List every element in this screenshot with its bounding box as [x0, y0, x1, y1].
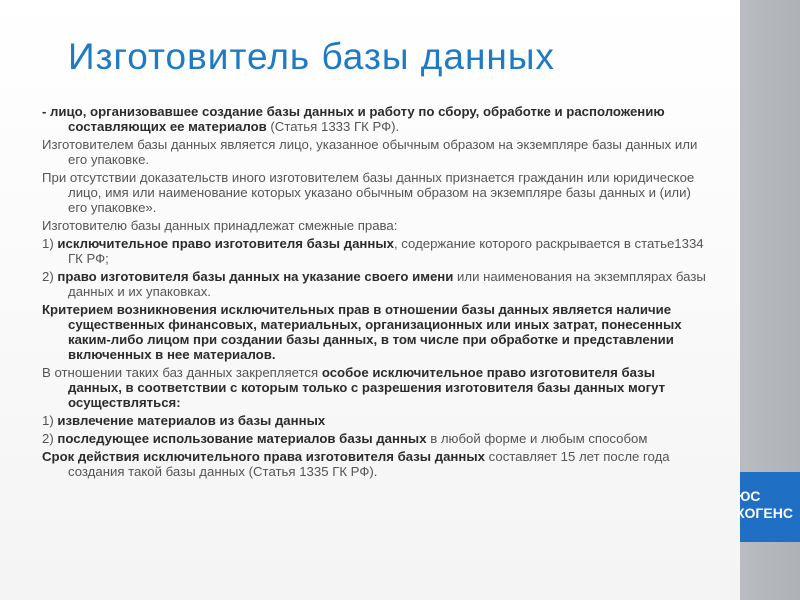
list-number: 1)	[42, 236, 58, 251]
paragraph-related-rights: Изготовителю базы данных принадлежат смежные права:	[42, 218, 398, 233]
list-item-bold: извлечение материалов из базы данных	[57, 413, 326, 428]
paragraph-term	[42, 449, 712, 479]
list-number: 2)	[42, 269, 58, 284]
list-item-exclusive-right	[42, 236, 712, 266]
list-number: 2)	[42, 431, 58, 446]
definition-bold: - лицо, организовавшее создание базы данных и работу по сбору, обработке и расположению составляющих ее материалов	[42, 104, 665, 134]
special-right-text: В отношении таких баз данных закрепляется	[42, 365, 322, 380]
criterion-bold: Критерием возникновения исключительных прав в отношении базы данных является наличие существенных финансовых, материальных, организационных или иных затрат, понесенных каким-либо лицом при создании базы данных, в том числе при обработке и представлении включенных в нее материалов.	[42, 302, 682, 362]
special-right-bold: особое исключительное право изготовителя базы данных, в соответствии с которым только с разрешения изготовителя базы данных могут осуществляться:	[68, 365, 666, 410]
paragraph-criterion	[42, 302, 712, 362]
term-text: составляет 15 лет после года создания такой базы данных (Статья 1335 ГК РФ).	[68, 449, 670, 479]
paragraph-definition	[42, 104, 712, 134]
definition-reference: (Статья 1333 ГК РФ).	[266, 119, 400, 134]
list-number: 1)	[42, 413, 58, 428]
logo-line-2: КОГЕНС	[736, 505, 793, 521]
list-item-bold: право изготовителя базы данных на указание своего имени	[57, 269, 454, 284]
slide-title: Изготовитель базы данных	[68, 36, 555, 77]
list-item-subsequent-use	[42, 431, 712, 446]
term-bold: Срок действия исключительного права изготовителя базы данных	[42, 449, 485, 464]
logo-line-1: ЮС	[736, 488, 761, 504]
list-item-bold: последующее использование материалов базы данных	[57, 431, 427, 446]
paragraph-absence-of-evidence: При отсутствии доказательств иного изготовителем базы данных признается гражданин или юридическое лицо, имя или наименование которых указано обычным образом на экземпляре базы данных и (или) его упаковке».	[42, 170, 695, 215]
list-item-text: в любой форме и любым способом	[426, 431, 648, 446]
yuskogens-logo	[736, 472, 800, 542]
list-item-extraction	[42, 413, 712, 428]
list-item-text: или наименования на экземплярах базы данных и их упаковках.	[68, 269, 706, 299]
slide-content	[42, 104, 712, 482]
list-item-bold: исключительное право изготовителя базы данных	[57, 236, 394, 251]
list-item-name-right	[42, 269, 712, 299]
paragraph-presumption: Изготовителем базы данных является лицо, указанное обычным образом на экземпляре базы данных или его упаковке.	[42, 137, 698, 167]
list-item-text: , содержание которого раскрывается в статье1334 ГК РФ;	[68, 236, 704, 266]
paragraph-special-right	[42, 365, 712, 410]
